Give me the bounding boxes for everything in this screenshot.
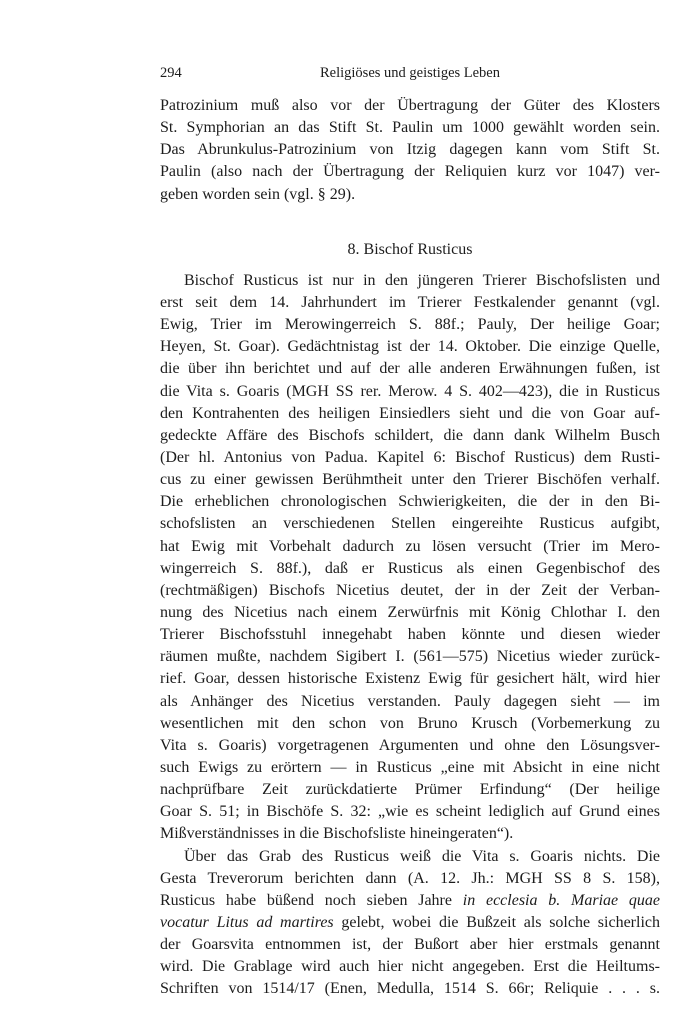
text-line: wesentlichen mit den schon von Bruno Krusch (Vorbemerkung zu <box>160 714 660 732</box>
text-line: der Goarsvita entnommen ist, der Bußort aber hier erstmals genannt <box>160 936 660 954</box>
text-line: nachprüfbare Zeit zurückdatierte Prümer Erfindung“ (Der heilige <box>160 781 660 799</box>
text-line: Bischof Rusticus ist nur in den jüngeren Trierer Bischofslisten und <box>184 271 660 289</box>
text-line: Die erheblichen chronologischen Schwierigkeiten, die der in den Bi- <box>160 493 660 511</box>
paragraph-2 <box>160 270 660 846</box>
text-line: St. Symphorian an das Stift St. Paulin um 1000 gewählt worden sein. <box>160 119 660 137</box>
text-line: Trierer Bischofsstuhl innegehabt haben könnte und diesen wieder <box>160 626 660 644</box>
text-line: Paulin (also nach der Übertragung der Reliquien kurz vor 1047) ver- <box>160 163 660 181</box>
text-line: rief. Goar, dessen historische Existenz Ewig für gesichert hält, wird hier <box>160 670 660 688</box>
italic-latin-text: in ecclesia b. Mariae quae <box>462 891 661 909</box>
paragraph-1 <box>160 95 660 206</box>
text-line: Gesta Treverorum berichten dann (A. 12. Jh.: MGH SS 8 S. 158), <box>160 869 660 887</box>
text-line: Goar S. 51; in Bischöfe S. 32: „wie es scheint lediglich auf Grund eines <box>160 803 660 821</box>
text-line: die Vita s. Goaris (MGH SS rer. Merow. 4 S. 402—423), die in Rusticus <box>160 382 660 400</box>
text-line: räumen mußte, nachdem Sigibert I. (561—575) Nicetius wieder zurück- <box>160 648 660 666</box>
text-line: schofslisten an verschiedenen Stellen eingereihte Rusticus aufgibt, <box>160 515 660 533</box>
body-text <box>160 95 660 1000</box>
text-line: hat Ewig mit Vorbehalt dadurch zu lösen versucht (Trier im Mero- <box>160 537 660 555</box>
page-header <box>160 62 660 84</box>
running-title: Religiöses und geistiges Leben <box>319 65 500 81</box>
spacer <box>160 261 660 270</box>
text-line: (rechtmäßigen) Bischofs Nicetius deutet, der in der Zeit der Verban- <box>160 581 660 599</box>
text-line: geben worden sein (vgl. § 29). <box>160 185 356 203</box>
text-line: Heyen, St. Goar). Gedächtnistag ist der 14. Oktober. Die einzige Quelle, <box>160 338 660 356</box>
text-line: als Anhänger des Nicetius verstanden. Pauly dagegen sieht — im <box>160 692 660 710</box>
text-line: Ewig, Trier im Merowingerreich S. 88f.; Pauly, Der heilige Goar; <box>160 316 660 334</box>
text-line: such Ewigs zu erörtern — in Rusticus „eine mit Absicht in eine nicht <box>160 758 660 776</box>
text-line: erst seit dem 14. Jahrhundert im Trierer Festkalender genannt (vgl. <box>160 293 660 311</box>
text-line: (Der hl. Antonius von Padua. Kapitel 6: Bischof Rusticus) dem Rusti- <box>160 448 660 466</box>
text-line <box>160 912 660 934</box>
text-line <box>160 890 660 912</box>
italic-latin-text: vocatur Litus ad martires <box>160 913 334 931</box>
text-line: cus zu einer gewissen Berühmtheit unter den Trierer Bischöfen verhalf. <box>160 471 660 489</box>
text-line: Schriften von 1514/17 (Enen, Medulla, 1514 S. 66r; Reliquie . . . s. <box>160 980 660 998</box>
text-line: wingerreich S. 88f.), daß er Rusticus als einen Gegenbischof des <box>160 559 660 577</box>
text-line: Vita s. Goaris) vorgetragenen Argumenten und ohne den Lösungsver- <box>160 736 660 754</box>
text-run: Rusticus habe büßend noch sieben Jahre <box>160 891 463 909</box>
paragraph-3 <box>160 846 660 1001</box>
text-line: die über ihn berichtet und auf der alle anderen Erwähnungen fußen, ist <box>160 360 660 378</box>
section-heading: 8. Bischof Rusticus <box>347 240 473 258</box>
text-line: Mißverständnisses in die Bischofsliste hineingeraten“). <box>160 825 514 843</box>
text-line: den Kontrahenten des heiligen Einsiedlers sieht und die von Goar auf- <box>160 404 660 422</box>
text-line: Patrozinium muß also vor der Übertragung der Güter des Klosters <box>160 97 660 114</box>
spacer <box>160 206 660 239</box>
text-line: gedeckte Affäre des Bischofs schildert, die dann dank Wilhelm Busch <box>160 426 660 444</box>
page-number: 294 <box>160 65 182 81</box>
text-line: wird. Die Grablage wird auch hier nicht angegeben. Erst die Heiltums- <box>160 958 660 976</box>
text-line: Das Abrunkulus-Patrozinium von Itzig dagegen kann vom Stift St. <box>160 141 660 159</box>
text-line: nung des Nicetius nach einem Zerwürfnis mit König Chlothar I. den <box>160 603 660 621</box>
text-run: gelebt, wobei die Bußzeit als solche sicherlich <box>333 913 660 931</box>
text-line: Über das Grab des Rusticus weiß die Vita s. Goaris nichts. Die <box>184 847 660 865</box>
